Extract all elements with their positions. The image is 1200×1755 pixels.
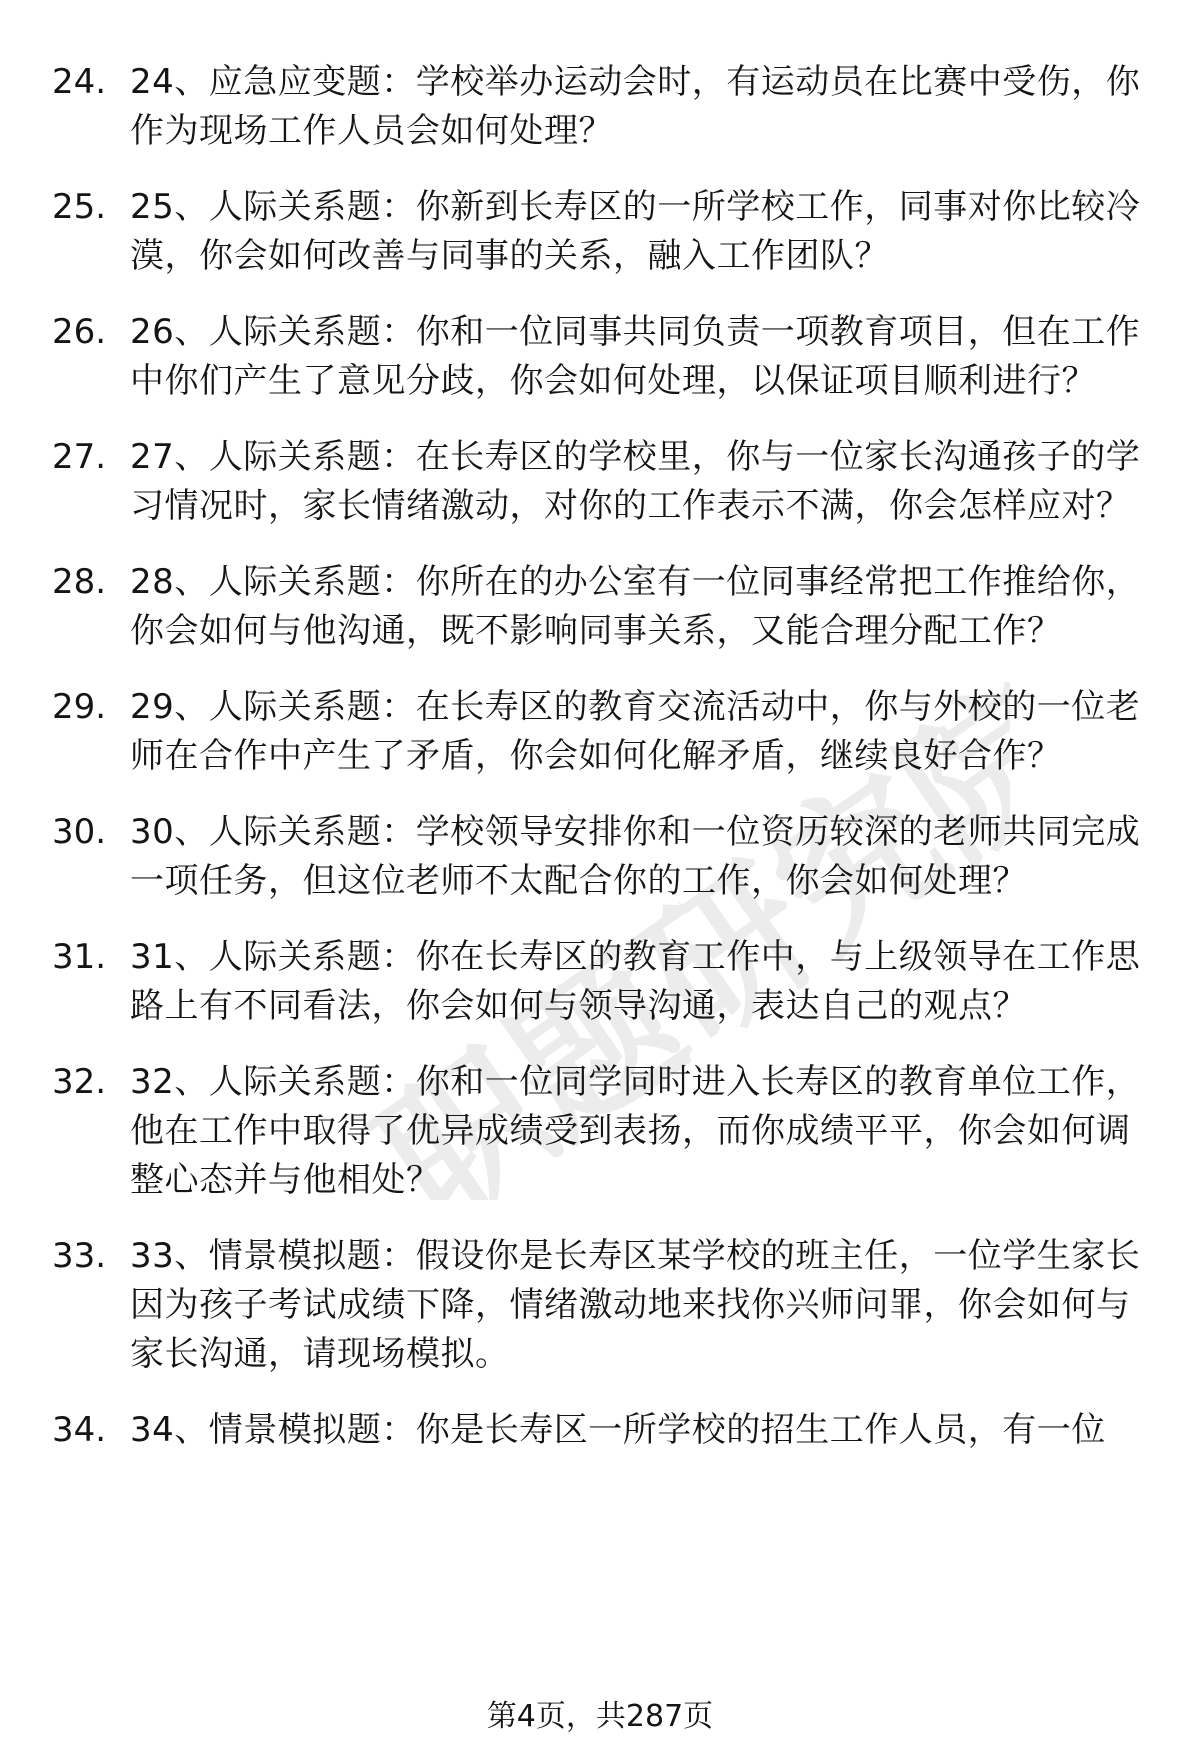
list-item bbox=[52, 308, 1152, 406]
item-number: 26. bbox=[52, 312, 107, 352]
item-text: 30、人际关系题：学校领导安排你和一位资历较深的老师共同完成一项任务，但这位老师不太配合你的工作，你会如何处理？ bbox=[130, 812, 1141, 901]
item-number: 29. bbox=[52, 687, 107, 727]
item-number: 30. bbox=[52, 812, 107, 852]
item-number: 32. bbox=[52, 1062, 107, 1102]
item-text: 24、应急应变题：学校举办运动会时，有运动员在比赛中受伤，你作为现场工作人员会如何处理？ bbox=[130, 62, 1141, 151]
list-item bbox=[52, 1232, 1152, 1379]
item-text: 31、人际关系题：你在长寿区的教育工作中，与上级领导在工作思路上有不同看法，你会如何与领导沟通，表达自己的观点？ bbox=[130, 937, 1141, 1026]
question-list bbox=[52, 58, 1152, 1482]
item-text: 25、人际关系题：你新到长寿区的一所学校工作，同事对你比较冷漠，你会如何改善与同事的关系，融入工作团队？ bbox=[130, 187, 1141, 276]
list-item bbox=[52, 683, 1152, 781]
item-text: 34、情景模拟题：你是长寿区一所学校的招生工作人员，有一位 bbox=[130, 1410, 1106, 1450]
item-text: 26、人际关系题：你和一位同事共同负责一项教育项目，但在工作中你们产生了意见分歧，你会如何处理，以保证项目顺利进行？ bbox=[130, 312, 1141, 401]
list-item bbox=[52, 933, 1152, 1031]
item-text: 28、人际关系题：你所在的办公室有一位同事经常把工作推给你，你会如何与他沟通，既不影响同事关系，又能合理分配工作？ bbox=[130, 562, 1141, 651]
list-item bbox=[52, 433, 1152, 531]
item-number: 24. bbox=[52, 62, 107, 102]
list-item bbox=[52, 58, 1152, 156]
item-text: 29、人际关系题：在长寿区的教育交流活动中，你与外校的一位老师在合作中产生了矛盾，你会如何化解矛盾，继续良好合作？ bbox=[130, 687, 1141, 776]
list-item bbox=[52, 183, 1152, 281]
page-footer: 第4页，共287页 bbox=[486, 1699, 714, 1734]
item-text: 32、人际关系题：你和一位同学同时进入长寿区的教育单位工作，他在工作中取得了优异成绩受到表扬，而你成绩平平，你会如何调整心态并与他相处？ bbox=[130, 1062, 1141, 1200]
item-number: 28. bbox=[52, 562, 107, 602]
item-text: 27、人际关系题：在长寿区的学校里，你与一位家长沟通孩子的学习情况时，家长情绪激动，对你的工作表示不满，你会怎样应对？ bbox=[130, 437, 1141, 526]
list-item bbox=[52, 808, 1152, 906]
watermark-text: 职题研究院 bbox=[346, 648, 1010, 1200]
list-item bbox=[52, 558, 1152, 656]
item-number: 27. bbox=[52, 437, 107, 477]
item-text: 33、情景模拟题：假设你是长寿区某学校的班主任，一位学生家长因为孩子考试成绩下降，情绪激动地来找你兴师问罪，你会如何与家长沟通，请现场模拟。 bbox=[130, 1236, 1141, 1374]
list-item bbox=[52, 1058, 1152, 1205]
item-number: 31. bbox=[52, 937, 107, 977]
item-number: 34. bbox=[52, 1410, 107, 1450]
list-item bbox=[52, 1406, 1152, 1455]
item-number: 33. bbox=[52, 1236, 107, 1276]
item-number: 25. bbox=[52, 187, 107, 227]
